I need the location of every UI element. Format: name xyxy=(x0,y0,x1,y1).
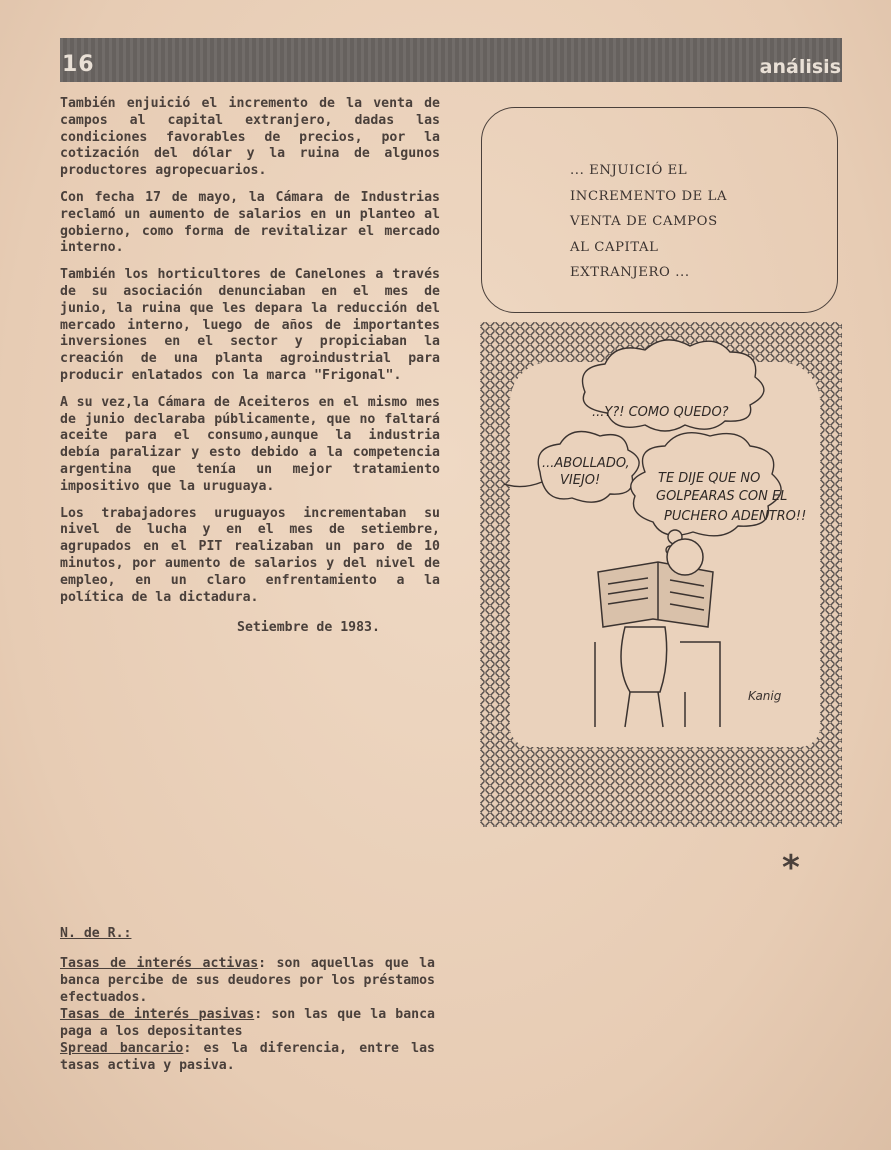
speech-tail xyxy=(504,482,542,487)
cartoon-illustration xyxy=(480,322,842,827)
bubble-left-text: ...ABOLLADO, xyxy=(542,456,630,471)
bubble-right-text: PUCHERO ADENTRO!! xyxy=(664,509,807,524)
article-column xyxy=(60,96,440,635)
note-term: Tasas de interés activas xyxy=(60,956,259,971)
cartoonist-signature: Kanig xyxy=(748,689,782,703)
bubble-right-text: GOLPEARAS CON EL xyxy=(656,489,788,504)
article-paragraph: También enjuició el incremento de la venta de campos al capital extranjero, dadas las condiciones favorables de precios, por la cotización del dólar y la ruina de algunos productores agropecuarios. xyxy=(60,96,440,179)
pullquote-line: VENTA DE CAMPOS xyxy=(570,214,718,229)
note-term: Spread bancario xyxy=(60,1041,184,1056)
article-paragraph: Con fecha 17 de mayo, la Cámara de Industrias reclamó un aumento de salarios en un planteo al gobierno, como forma de revitalizar el mercado interno. xyxy=(60,189,440,256)
note-definition: : son aquellas que la banca percibe de sus deudores por los préstamos efectuados. xyxy=(60,956,435,1005)
notes-title: N. de R.: xyxy=(60,926,132,941)
article-paragraph: Los trabajadores uruguayos incrementaban su nivel de lucha y en el mes de setiembre, agrupados en el PIT realizaban un paro de 10 minutos, por aumento de salarios y del nivel de empleo, en un claro enfrentamiento a la política de la dictadura. xyxy=(60,505,440,605)
page-number: 16 xyxy=(62,52,95,77)
editor-notes xyxy=(60,926,435,1074)
pullquote-box xyxy=(481,107,838,313)
note-term: Tasas de interés pasivas xyxy=(60,1007,255,1022)
bubble-right-text: TE DIJE QUE NO xyxy=(658,471,761,486)
header-bar xyxy=(60,38,842,82)
note-definition: : es la diferencia, entre las tasas activa y pasiva. xyxy=(60,1041,436,1073)
pullquote-line: ... ENJUICIÓ EL xyxy=(570,163,688,178)
bubble-top-text: ...Y?! COMO QUEDO? xyxy=(592,405,729,420)
end-mark-icon: * xyxy=(782,848,800,888)
pullquote-line: INCREMENTO DE LA xyxy=(570,188,728,204)
article-paragraph: También los horticultores de Canelones a través de su asociación denunciaban en el mes de junio, la ruina que les depara la reducción del mercado interno, luego de años de importantes inversiones en el sector y propiciaban la creación de una planta agroindustrial para producir enlatados con la marca "Frigonal". xyxy=(60,267,440,383)
cartoon-drawing xyxy=(480,322,842,827)
pullquote-line: AL CAPITAL xyxy=(570,239,659,255)
man-reading-figure xyxy=(595,539,720,727)
bubble-left-text: VIEJO! xyxy=(560,473,601,488)
note-definition: : son las que la banca paga a los depositantes xyxy=(60,1007,435,1039)
article-paragraph: A su vez,la Cámara de Aceiteros en el mismo mes de junio declaraba públicamente, que no faltará aceite para el consumo,aunque la industria debía paralizar y esto debido a la competencia argentina que tenía un mejor tratamiento impositivo que la uruguaya. xyxy=(60,394,440,494)
section-label: análisis xyxy=(759,56,841,78)
notes-body xyxy=(60,955,435,1074)
pullquote-text xyxy=(570,158,820,286)
pullquote-line: EXTRANJERO ... xyxy=(570,265,690,280)
article-date: Setiembre de 1983. xyxy=(237,620,380,636)
